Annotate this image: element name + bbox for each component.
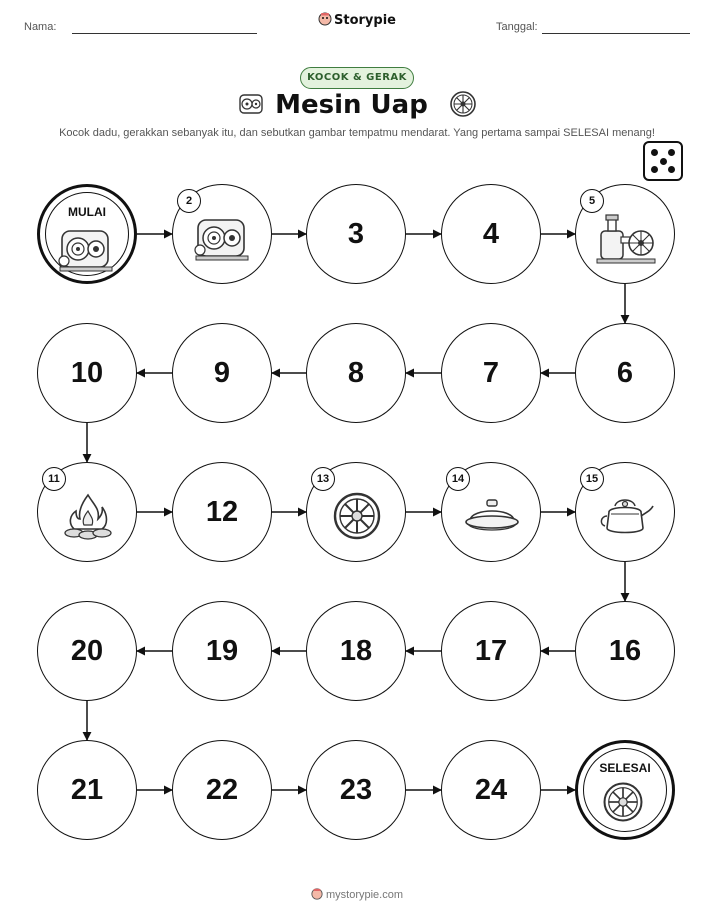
board-space-17 xyxy=(441,601,541,701)
space-number: 20 xyxy=(70,634,104,667)
space-number: 15 xyxy=(580,467,604,491)
board-space-8 xyxy=(306,323,406,423)
board-space-18 xyxy=(306,601,406,701)
space-number: 22 xyxy=(205,773,239,806)
board-space-15 xyxy=(575,462,675,562)
storypie-logo-icon xyxy=(311,888,323,900)
board-space-7 xyxy=(441,323,541,423)
space-number: 24 xyxy=(474,773,508,806)
wheel-icon xyxy=(332,491,382,545)
space-number: 9 xyxy=(213,356,231,389)
kettle-icon xyxy=(597,494,655,542)
finish-space xyxy=(575,740,675,840)
wheel-icon xyxy=(602,781,644,827)
brand-name: Storypie xyxy=(334,13,396,28)
board-space-12 xyxy=(172,462,272,562)
space-number: 10 xyxy=(70,356,104,389)
board-space-19 xyxy=(172,601,272,701)
date-label: Tanggal: xyxy=(496,21,538,33)
name-label: Nama: xyxy=(24,21,57,33)
board-space-5 xyxy=(575,184,675,284)
board-space-11 xyxy=(37,462,137,562)
board-space-22 xyxy=(172,740,272,840)
title-text: Mesin Uap xyxy=(275,90,428,120)
space-number: 4 xyxy=(482,217,500,250)
space-number: 23 xyxy=(339,773,373,806)
space-number: 14 xyxy=(446,467,470,491)
board-space-23 xyxy=(306,740,406,840)
board-space-10 xyxy=(37,323,137,423)
start-label: MULAI xyxy=(68,205,106,219)
board-space-3 xyxy=(306,184,406,284)
board-space-6 xyxy=(575,323,675,423)
steam-engine-icon xyxy=(56,223,118,279)
board-space-14 xyxy=(441,462,541,562)
board-space-9 xyxy=(172,323,272,423)
footer-url[interactable]: mystorypie.com xyxy=(325,889,404,901)
finish-label: SELESAI xyxy=(599,761,651,775)
board-space-20 xyxy=(37,601,137,701)
space-number: 17 xyxy=(474,634,508,667)
board-space-13 xyxy=(306,462,406,562)
space-number: 6 xyxy=(616,356,634,389)
start-space xyxy=(37,184,137,284)
fire-icon xyxy=(60,491,116,545)
board-space-16 xyxy=(575,601,675,701)
space-number: 11 xyxy=(42,467,66,491)
footer xyxy=(0,888,714,901)
space-number: 2 xyxy=(177,189,201,213)
boiler-machine-icon xyxy=(595,209,657,271)
steam-engine-icon xyxy=(192,212,254,268)
pot-lid-icon xyxy=(462,496,522,540)
board-space-2 xyxy=(172,184,272,284)
category-badge: KOCOK & GERAK xyxy=(300,67,414,89)
space-number: 3 xyxy=(347,217,365,250)
board-space-24 xyxy=(441,740,541,840)
board-space-21 xyxy=(37,740,137,840)
space-number: 7 xyxy=(482,356,500,389)
space-number: 8 xyxy=(347,356,365,389)
space-number: 12 xyxy=(205,495,239,528)
space-number: 21 xyxy=(70,773,104,806)
instructions: Kocok dadu, gerakkan sebanyak itu, dan sebutkan gambar tempatmu mendarat. Yang pertama sampai SELESAI menang! xyxy=(59,127,655,139)
space-number: 19 xyxy=(205,634,239,667)
space-number: 5 xyxy=(580,189,604,213)
space-number: 13 xyxy=(311,467,335,491)
space-number: 18 xyxy=(339,634,373,667)
board-space-4 xyxy=(441,184,541,284)
space-number: 16 xyxy=(608,634,642,667)
